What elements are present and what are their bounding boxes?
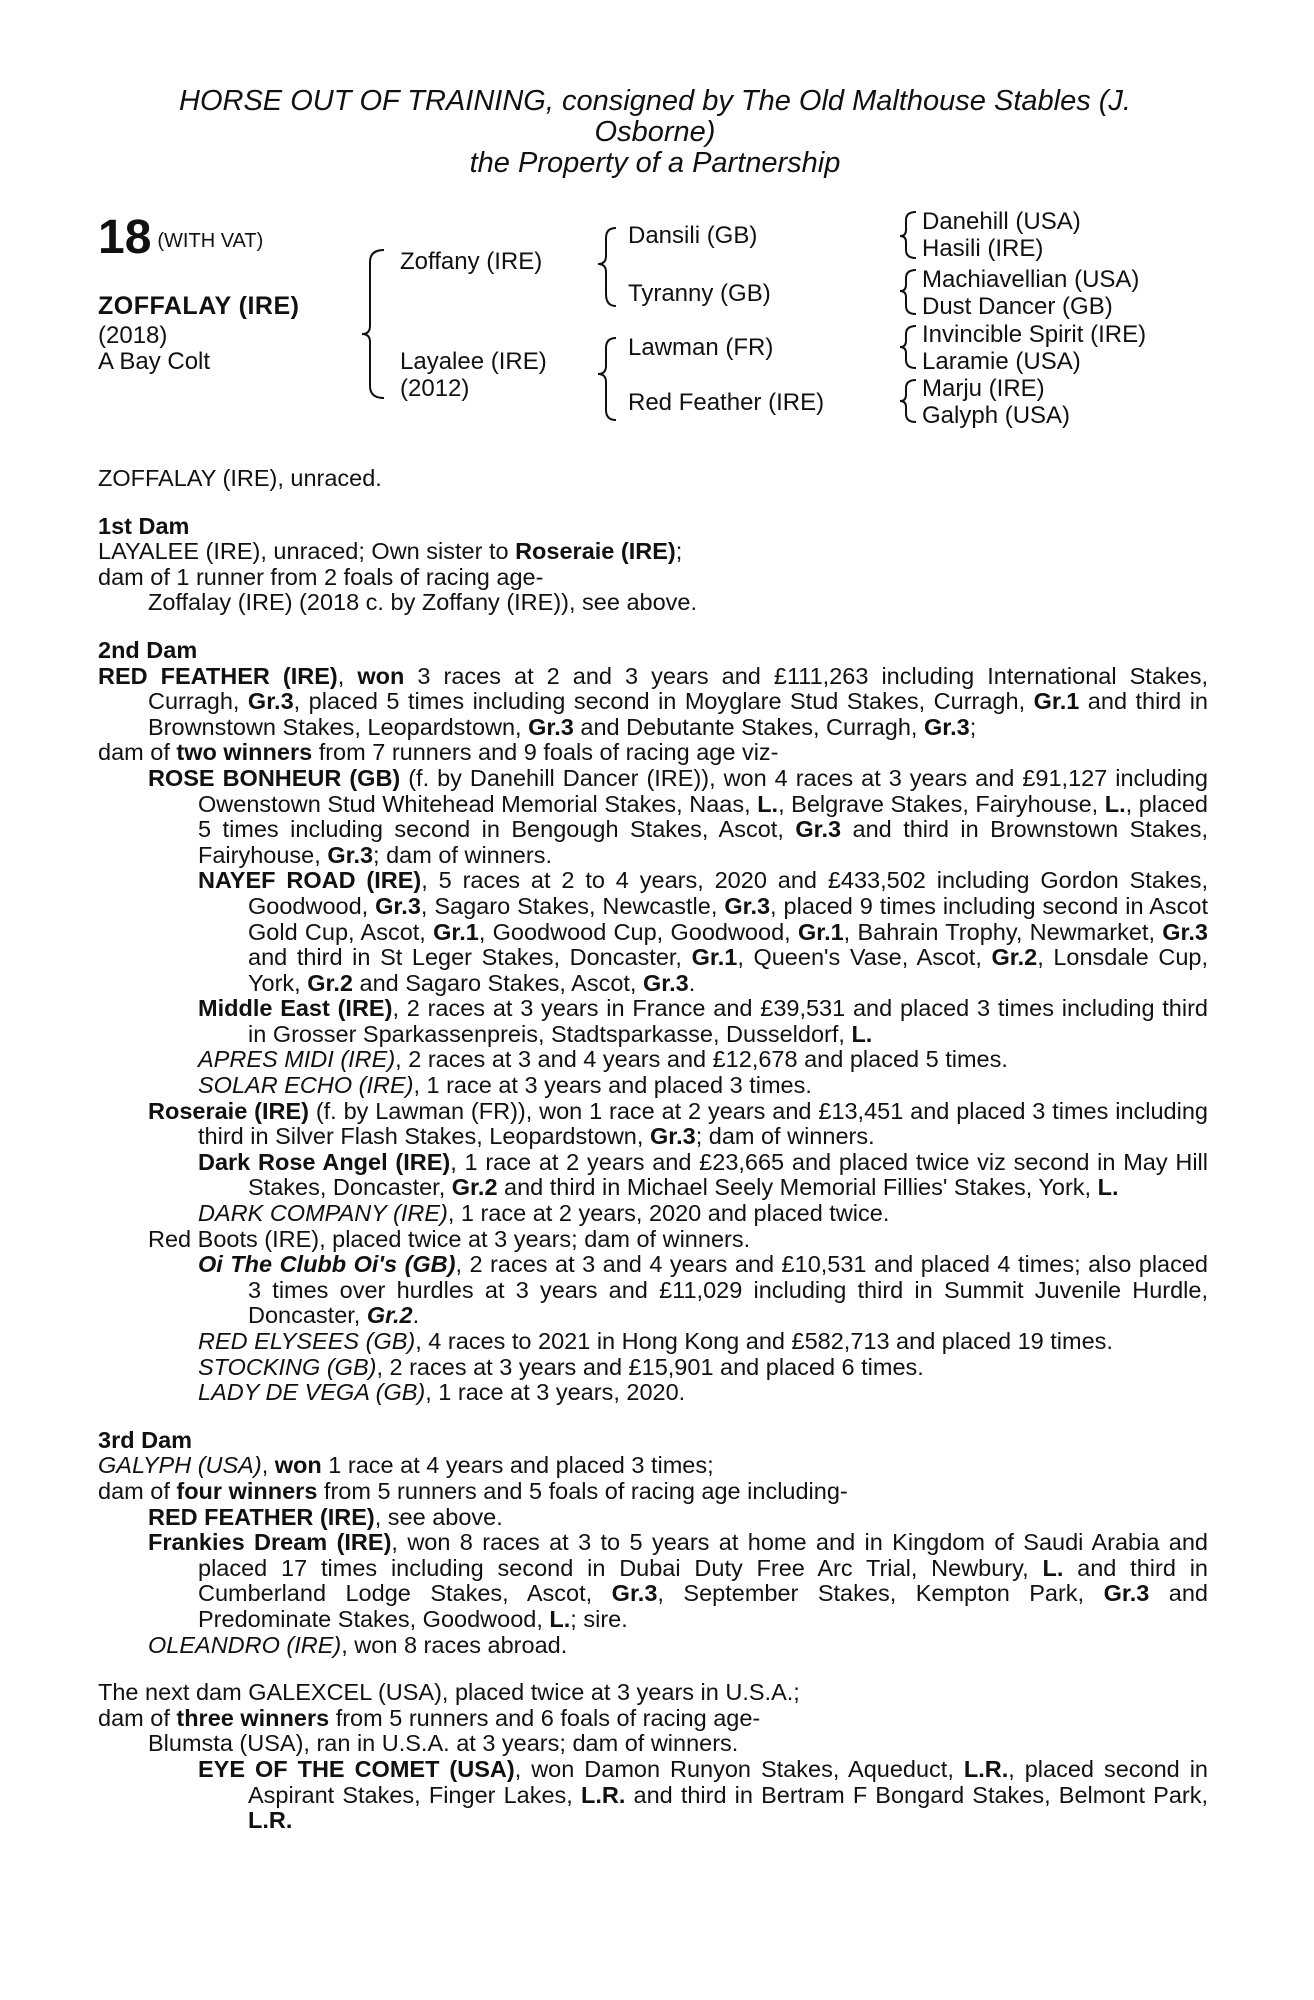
first-dam-produce: dam of 1 runner from 2 foals of racing age-	[98, 563, 544, 590]
lady-de-vega-entry: LADY DE VEGA (GB), 1 race at 3 years, 2020.	[198, 1379, 686, 1406]
blumsta-entry: Blumsta (USA), ran in U.S.A. at 3 years; dam of winners.	[148, 1730, 739, 1757]
pedigree-g3-6: Laramie (USA)	[922, 348, 1081, 375]
red-elysees-entry: RED ELYSEES (GB), 4 races to 2021 in Hong Kong and £582,713 and placed 19 times.	[198, 1328, 1113, 1354]
pedigree-sire: Zoffany (IRE)	[400, 248, 543, 275]
pedigree-sire-sire: Dansili (GB)	[628, 222, 758, 249]
red-boots-entry: Red Boots (IRE), placed twice at 3 years; dam of winners.	[148, 1225, 751, 1252]
first-dam-line: LAYALEE (IRE), unraced; Own sister to Roseraie (IRE);	[98, 538, 683, 565]
pedigree-g3-8: Galyph (USA)	[922, 402, 1071, 429]
horse-year: (2018)	[98, 322, 168, 349]
catalogue-body	[98, 466, 1208, 1834]
pedigree-sire-dam: Tyranny (GB)	[628, 280, 771, 307]
middle-east-entry: Middle East (IRE), 2 races at 3 years in France and £39,531 and placed 3 times including third in Grosser Sparkassenpreis, Stadtsparkasse, Dusseldorf, L.	[198, 995, 1208, 1047]
stocking-entry: STOCKING (GB), 2 races at 3 years and £15,901 and placed 6 times.	[198, 1353, 924, 1380]
oleandro-entry: OLEANDRO (IRE), won 8 races abroad.	[148, 1631, 568, 1658]
vat-note: (WITH VAT)	[157, 230, 264, 252]
horse-name: ZOFFALAY (IRE)	[98, 292, 300, 320]
horse-description: A Bay Colt	[98, 348, 211, 375]
dark-company-entry: DARK COMPANY (IRE), 1 race at 2 years, 2020 and placed twice.	[198, 1200, 890, 1227]
pedigree-g3-1: Danehill (USA)	[922, 208, 1081, 235]
solar-echo-entry: SOLAR ECHO (IRE), 1 race at 3 years and placed 3 times.	[198, 1072, 812, 1099]
pedigree-g3-3: Machiavellian (USA)	[922, 266, 1140, 293]
oi-the-clubb-entry: Oi The Clubb Oi's (GB), 2 races at 3 and 4 years and £10,531 and placed 4 times; also placed 3 times over hurdles at 3 years and £11,029 including third in Summit Juvenile Hurdle, Doncaster, Gr.2.	[198, 1251, 1208, 1329]
heading-line-1: HORSE OUT OF TRAINING, consigned by The Old Malthouse Stables (J.	[179, 85, 1131, 117]
pedigree-dam-sire: Lawman (FR)	[628, 334, 774, 361]
second-dam-produce: dam of two winners from 7 runners and 9 foals of racing age viz-	[98, 739, 779, 766]
pedigree-dam: Layalee (IRE)	[400, 348, 547, 375]
second-dam-title: 2nd Dam	[98, 636, 198, 663]
pedigree-g3-2: Hasili (IRE)	[922, 235, 1044, 262]
pedigree-dam-year: (2012)	[400, 375, 470, 402]
red-feather-ref: RED FEATHER (IRE), see above.	[148, 1503, 503, 1530]
dark-rose-angel-entry: Dark Rose Angel (IRE), 1 race at 2 years and £23,665 and placed twice viz second in May Hill Stakes, Doncaster, Gr.2 and third in Michael Seely Memorial Fillies' Stakes, York, L.	[198, 1148, 1209, 1201]
pedigree-g3-4: Dust Dancer (GB)	[922, 293, 1113, 320]
first-dam-foal: Zoffalay (IRE) (2018 c. by Zoffany (IRE)), see above.	[148, 589, 698, 616]
pedigree-g3-7: Marju (IRE)	[922, 375, 1045, 402]
frankies-dream-entry: Frankies Dream (IRE), won 8 races at 3 to 5 years at home and in Kingdom of Saudi Arabia and placed 17 times including second in Dubai Duty Free Arc Trial, Newbury, L. and third in Cumberland Lodge Stakes, Ascot, Gr.3, September Stakes, Kempton Park, Gr.3 and Predominate Stakes, Goodwood, L.; sire.	[148, 1529, 1209, 1632]
galyph-entry: GALYPH (USA), won 1 race at 4 years and placed 3 times;	[98, 1452, 714, 1479]
next-dam-produce: dam of three winners from 5 runners and 6 foals of racing age-	[98, 1704, 761, 1731]
nayef-road-entry: NAYEF ROAD (IRE), 5 races at 2 to 4 years, 2020 and £433,502 including Gordon Stakes, Goodwood, Gr.3, Sagaro Stakes, Newcastle, Gr.3, placed 9 times including second in Ascot Gold Cup, Ascot, Gr.1, Goodwood Cup, Goodwood, Gr.1, Bahrain Trophy, Newmarket, Gr.3 and third in St Leger Stakes, Doncaster, Gr.1, Queen's Vase, Ascot, Gr.2, Lonsdale Cup, York, Gr.2 and Sagaro Stakes, Ascot, Gr.3.	[198, 867, 1208, 996]
rose-bonheur-entry: ROSE BONHEUR (GB) (f. by Danehill Dancer (IRE)), won 4 races at 3 years and £91,127 including Owenstown Stud Whitehead Memorial Stakes, Naas, L., Belgrave Stakes, Fairyhouse, L., placed 5 times including second in Bengough Stakes, Ascot, Gr.3 and third in Brownstown Stakes, Fairyhouse, Gr.3; dam of winners.	[148, 764, 1208, 868]
pedigree-dam-dam: Red Feather (IRE)	[628, 389, 825, 416]
third-dam-title: 3rd Dam	[98, 1426, 193, 1453]
heading-line-2: Osborne)	[594, 116, 716, 148]
next-dam-line: The next dam GALEXCEL (USA), placed twice at 3 years in U.S.A.;	[98, 1679, 800, 1706]
eye-of-the-comet-entry: EYE OF THE COMET (USA), won Damon Runyon Stakes, Aqueduct, L.R., placed second in Aspirant Stakes, Finger Lakes, L.R. and third in Bertram F Bongard Stakes, Belmont Park, L.R.	[198, 1755, 1209, 1834]
first-dam-title: 1st Dam	[98, 512, 190, 539]
heading-line-3: the Property of a Partnership	[469, 147, 841, 179]
lot-number: 18 (WITH VAT)	[98, 211, 264, 264]
pedigree-g3-5: Invincible Spirit (IRE)	[922, 321, 1147, 348]
red-feather-entry: RED FEATHER (IRE), won 3 races at 2 and 3 years and £111,263 including International Stakes, Curragh, Gr.3, placed 5 times including second in Moyglare Stud Stakes, Curragh, Gr.1 and third in Brownstown Stakes, Leopardstown, Gr.3 and Debutante Stakes, Curragh, Gr.3;	[98, 662, 1208, 740]
apres-midi-entry: APRES MIDI (IRE), 2 races at 3 and 4 years and £12,678 and placed 5 times.	[198, 1046, 1008, 1073]
roseraie-entry: Roseraie (IRE) (f. by Lawman (FR)), won 1 race at 2 years and £13,451 and placed 3 times including third in Silver Flash Stakes, Leopardstown, Gr.3; dam of winners.	[148, 1097, 1208, 1150]
third-dam-produce: dam of four winners from 5 runners and 5 foals of racing age including-	[98, 1477, 848, 1504]
intro-line: ZOFFALAY (IRE), unraced.	[98, 465, 382, 491]
